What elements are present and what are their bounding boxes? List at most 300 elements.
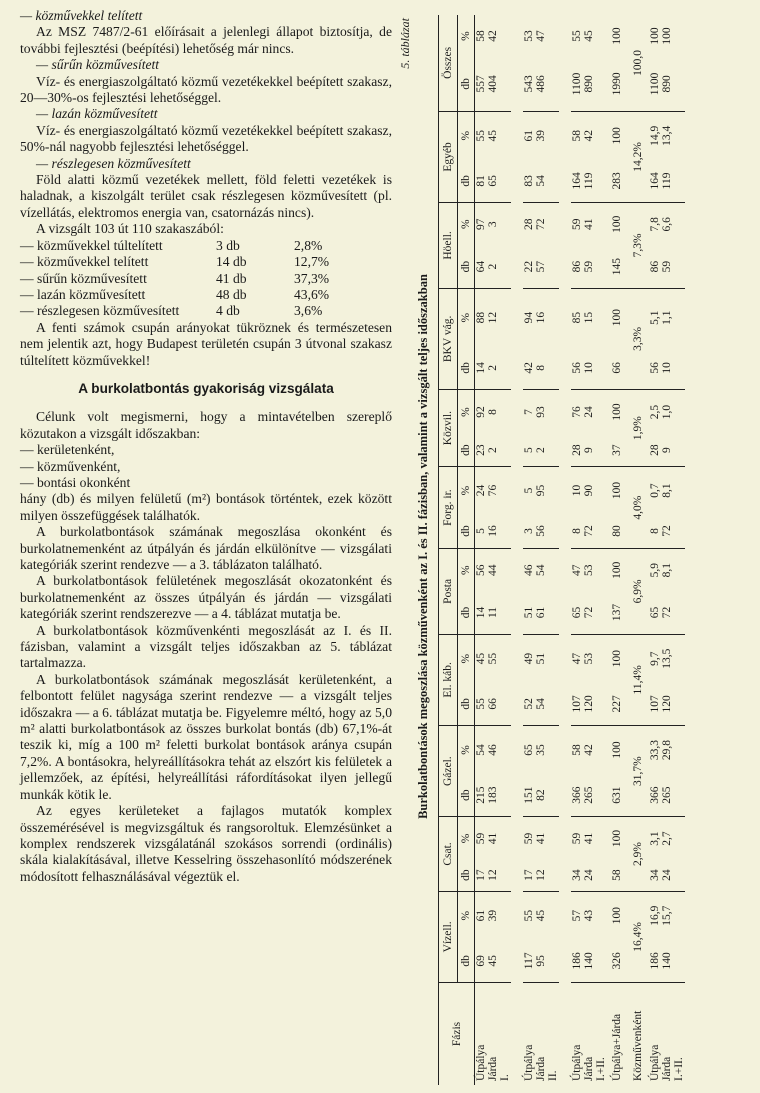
table-cell bbox=[499, 160, 511, 203]
table-cell bbox=[595, 940, 607, 983]
table-cell bbox=[547, 245, 559, 288]
rotated-table-area bbox=[396, 0, 760, 1093]
table-cell: 72 bbox=[535, 218, 547, 230]
table-cell: 28 bbox=[523, 218, 535, 230]
paragraph: A burkolatbontások felületének megoszlását okozatonként és burkolatnemenként az összes útpályán és járdán — vizsgálati kategóriák szerint rendszerezve — a 4. táblázat mutatja be. bbox=[20, 573, 392, 622]
table-cell: 145 bbox=[607, 245, 627, 288]
table-row bbox=[661, 15, 673, 1085]
column-group-header: Csat. bbox=[439, 817, 458, 891]
table-cell bbox=[673, 860, 685, 892]
paragraph: hány (db) és milyen felületű (m²) bontások történtek, ezek között milyen összefüggések találhatók. bbox=[20, 491, 392, 523]
table-cell bbox=[673, 891, 685, 940]
phase-cell bbox=[511, 983, 523, 1086]
table-cell bbox=[547, 940, 559, 983]
stat-count: 41 db bbox=[216, 270, 247, 286]
table-cell bbox=[673, 245, 685, 288]
table-cell: 41 bbox=[535, 832, 547, 845]
table-cell: 9 bbox=[661, 434, 673, 467]
table-cell: 61 bbox=[535, 591, 547, 634]
table-cell: 72 bbox=[583, 591, 595, 634]
table-cell: 366 bbox=[571, 774, 583, 817]
table-cell: 2 bbox=[487, 347, 499, 390]
paragraph: Föld alatti közmű vezetékek mellett, föld feletti vezetékek is haladnak, a kiszolgált terület csak részlegesen közművesített (pl. vízellátás, elektromos energia van, csatornázás nincs). bbox=[20, 172, 392, 220]
rotated-table bbox=[396, 0, 760, 1093]
table-cell: 24 bbox=[475, 484, 487, 497]
table-cell: 2 bbox=[535, 434, 547, 467]
table-row bbox=[673, 15, 685, 1085]
table-cell bbox=[595, 514, 607, 549]
table-cell: 59 bbox=[523, 832, 535, 845]
column-header-percent: % bbox=[458, 891, 475, 940]
table-cell: 5,9 bbox=[649, 563, 661, 578]
paragraph: A burkolatbontások közművenkénti megoszlását az I. és II. fázisban, valamint a vizsgált teljes időszakban az 5. táblázat tartalmazza. bbox=[20, 622, 392, 671]
table-cell: 100 bbox=[611, 907, 623, 925]
table-cell bbox=[673, 390, 685, 435]
table-cell: 2,5 bbox=[649, 404, 661, 420]
table-row bbox=[511, 15, 523, 1085]
table-cell: 55 bbox=[475, 683, 488, 726]
table-cell: 10 bbox=[571, 484, 583, 497]
table-cell: 43 bbox=[583, 909, 595, 922]
table-cell: 100 bbox=[661, 27, 673, 45]
table-cell: 631 bbox=[607, 774, 627, 817]
stat-label: — lazán közművesített bbox=[20, 286, 146, 302]
table-cell: 0,7 bbox=[649, 483, 661, 498]
table-row bbox=[475, 15, 488, 1085]
table-cell bbox=[547, 860, 559, 892]
table-cell: 47 bbox=[571, 564, 583, 576]
paragraph: Célunk volt megismerni, hogy a mintavételben szereplő közutakon a vizsgált időszakban: bbox=[20, 409, 392, 441]
table-cell: 164 bbox=[649, 160, 661, 203]
table-body bbox=[475, 15, 686, 1085]
table-row bbox=[487, 15, 499, 1085]
table-cell: 12 bbox=[535, 860, 547, 892]
table-row bbox=[583, 15, 595, 1085]
table-row bbox=[535, 15, 547, 1085]
table-cell: 58 bbox=[571, 130, 583, 142]
table-cell: 23 bbox=[475, 434, 488, 467]
table-cell: 41 bbox=[487, 832, 499, 845]
table-cell: 65 bbox=[523, 744, 535, 756]
table-cell: 86 bbox=[649, 245, 661, 288]
table-cell bbox=[547, 111, 559, 160]
table-cell: 8 bbox=[535, 347, 547, 390]
table-cell: 6,9% bbox=[627, 549, 649, 635]
group-header-row bbox=[439, 15, 458, 1085]
table-cell: 17 bbox=[475, 860, 488, 892]
table-cell bbox=[673, 347, 685, 390]
table-number: 5. táblázat bbox=[398, 18, 412, 69]
column-group-header: Vízell. bbox=[439, 891, 458, 982]
table-cell bbox=[595, 160, 607, 203]
table-cell: 59 bbox=[571, 832, 583, 845]
table-cell: 54 bbox=[535, 564, 547, 576]
table-cell bbox=[547, 591, 559, 634]
column-header-percent: % bbox=[458, 549, 475, 592]
table-cell bbox=[595, 891, 607, 940]
table-cell: 90 bbox=[583, 484, 595, 497]
table-cell bbox=[499, 683, 511, 726]
column-group-header: Forg. ir. bbox=[439, 467, 458, 549]
column-group-header: Posta bbox=[439, 549, 458, 635]
table-cell: 186 bbox=[571, 940, 583, 983]
table-cell: 16,9 bbox=[649, 905, 661, 926]
table-cell: 1100 bbox=[649, 57, 661, 111]
table-cell: 55 bbox=[475, 130, 487, 142]
table-row bbox=[595, 15, 607, 1085]
column-header-db: db bbox=[458, 940, 475, 983]
table-cell bbox=[499, 288, 511, 346]
table-cell: 7,3% bbox=[627, 203, 649, 289]
table-cell: 57 bbox=[535, 245, 547, 288]
column-group-header: El. káb. bbox=[439, 634, 458, 725]
table-cell bbox=[547, 683, 559, 726]
column-header-db: db bbox=[458, 347, 475, 390]
paragraph: Víz- és energiaszolgáltató közmű vezetékekkel beépített szakasz, 50%-nál nagyobb fejlesztési lehetőséggel. bbox=[20, 122, 392, 155]
table-cell: 59 bbox=[475, 832, 487, 845]
phase-cell: I.+II. bbox=[595, 1057, 607, 1081]
table-cell: 59 bbox=[583, 245, 595, 288]
phase-cell: I.+II. bbox=[673, 1057, 685, 1081]
list-item: — kerületenként, bbox=[20, 442, 115, 458]
table-cell bbox=[673, 817, 685, 860]
table-cell: 11,4% bbox=[627, 634, 649, 725]
table-cell: 5,1 bbox=[649, 310, 661, 325]
phase-cell: II. bbox=[547, 1070, 559, 1081]
table-cell bbox=[673, 203, 685, 246]
table-cell: 49 bbox=[523, 652, 535, 665]
table-cell bbox=[595, 15, 607, 57]
table-cell bbox=[547, 57, 559, 111]
table-cell bbox=[595, 288, 607, 346]
table-cell: 137 bbox=[607, 591, 627, 634]
stat-count: 3 db bbox=[216, 237, 240, 253]
table-cell bbox=[547, 634, 559, 683]
term-label: — sűrűn közművesített bbox=[36, 57, 160, 73]
table-cell: 2,9% bbox=[627, 817, 649, 891]
table-cell: 22 bbox=[523, 245, 535, 288]
table-cell: 66 bbox=[487, 683, 499, 726]
table-cell: 183 bbox=[487, 774, 499, 817]
column-group-header: BKV vág. bbox=[439, 288, 458, 389]
table-cell: 557 bbox=[475, 57, 488, 111]
table-cell: 16 bbox=[535, 311, 547, 324]
table-cell: 41 bbox=[583, 832, 595, 845]
column-header-percent: % bbox=[458, 15, 475, 57]
table-cell bbox=[499, 514, 511, 549]
stat-count: 48 db bbox=[216, 286, 247, 302]
table-cell bbox=[547, 434, 559, 467]
table-cell: 151 bbox=[523, 774, 535, 817]
table-cell: 61 bbox=[523, 130, 535, 142]
table-cell: 14 bbox=[475, 591, 488, 634]
table-cell bbox=[499, 591, 511, 634]
phase-cell: Útpálya bbox=[571, 1044, 583, 1081]
stat-label: — részlegesen közművesített bbox=[20, 303, 180, 319]
data-table bbox=[438, 15, 685, 1085]
definition-term bbox=[20, 57, 392, 73]
table-cell bbox=[595, 860, 607, 892]
table-cell: 47 bbox=[535, 30, 547, 42]
table-cell bbox=[595, 390, 607, 435]
table-cell bbox=[547, 347, 559, 390]
table-cell: 100,0 bbox=[627, 15, 649, 111]
table-cell: 100 bbox=[611, 127, 623, 145]
definition-term bbox=[20, 8, 392, 24]
table-cell: 69 bbox=[475, 940, 488, 983]
table-cell: 8 bbox=[487, 409, 499, 415]
stat-label: — sűrűn közművesített bbox=[20, 270, 147, 286]
table-cell: 55 bbox=[487, 652, 499, 665]
table-cell: 6,6 bbox=[661, 217, 673, 232]
table-cell: 1990 bbox=[607, 57, 627, 111]
phase-cell bbox=[559, 983, 571, 1086]
table-cell bbox=[499, 111, 511, 160]
table-cell bbox=[547, 288, 559, 346]
table-cell: 7 bbox=[523, 409, 535, 415]
table-cell bbox=[499, 817, 511, 860]
table-cell bbox=[499, 203, 511, 246]
table-cell: 83 bbox=[523, 160, 535, 203]
column-header-percent: % bbox=[458, 726, 475, 775]
table-cell: 56 bbox=[571, 347, 583, 390]
table-cell: 100 bbox=[611, 309, 623, 327]
table-cell: 3 bbox=[523, 514, 535, 549]
table-cell: 34 bbox=[649, 860, 661, 892]
term-label: — lazán közművesített bbox=[36, 106, 158, 122]
table-cell: 14,2% bbox=[627, 111, 649, 202]
table-cell: 28 bbox=[571, 434, 583, 467]
table-cell: 29,8 bbox=[661, 739, 673, 761]
table-cell bbox=[595, 726, 607, 775]
column-group-header: Közvil. bbox=[439, 390, 458, 467]
table-row bbox=[547, 15, 559, 1085]
table-cell: 31,7% bbox=[627, 726, 649, 817]
table-cell bbox=[673, 634, 685, 683]
table-cell bbox=[595, 245, 607, 288]
table-cell: 186 bbox=[649, 940, 661, 983]
table-cell: 9,7 bbox=[649, 651, 661, 666]
table-cell: 107 bbox=[649, 683, 661, 726]
table-cell: 56 bbox=[649, 347, 661, 390]
table-cell: 164 bbox=[571, 160, 583, 203]
table-row bbox=[571, 15, 583, 1085]
column-group-header: Egyéb bbox=[439, 111, 458, 202]
table-cell: 140 bbox=[583, 940, 595, 983]
table-cell bbox=[595, 683, 607, 726]
table-cell bbox=[499, 549, 511, 592]
table-cell: 227 bbox=[607, 683, 627, 726]
table-cell: 81 bbox=[475, 160, 488, 203]
table-cell: 13,5 bbox=[661, 648, 673, 669]
table-cell: 57 bbox=[571, 909, 583, 922]
table-cell bbox=[547, 390, 559, 435]
paragraph: A burkolatbontások számának megoszlása okonként és burkolatnemenként az útpályán és járdán elkülönítve — vizsgálati kategóriák szerint rendezve — a 3. táblázaton található. bbox=[20, 524, 392, 572]
table-cell bbox=[673, 940, 685, 983]
table-cell: 58 bbox=[607, 860, 627, 892]
table-cell bbox=[595, 549, 607, 592]
table-cell: 100 bbox=[611, 481, 623, 500]
column-header-db: db bbox=[458, 591, 475, 634]
table-cell bbox=[499, 15, 511, 57]
table-row bbox=[649, 15, 661, 1085]
table-cell bbox=[595, 774, 607, 817]
stat-count: 4 db bbox=[216, 303, 240, 319]
table-cell bbox=[673, 111, 685, 160]
table-cell: 42 bbox=[583, 744, 595, 756]
text-column bbox=[20, 8, 392, 885]
list-item bbox=[20, 287, 392, 303]
table-cell bbox=[499, 726, 511, 775]
table-cell: 100 bbox=[611, 215, 623, 233]
table-cell bbox=[673, 726, 685, 775]
table-cell: 2 bbox=[487, 245, 499, 288]
table-cell bbox=[673, 591, 685, 634]
stat-percent: 43,6% bbox=[294, 286, 330, 302]
table-cell: 265 bbox=[661, 774, 673, 817]
table-cell bbox=[673, 160, 685, 203]
table-cell: 56 bbox=[475, 564, 487, 576]
table-cell: 88 bbox=[475, 311, 487, 324]
table-cell: 61 bbox=[475, 909, 487, 922]
table-cell bbox=[673, 549, 685, 592]
table-cell: 80 bbox=[607, 514, 627, 549]
table-cell: 1100 bbox=[571, 57, 583, 111]
table-cell: 41 bbox=[583, 218, 595, 230]
table-cell: 1,1 bbox=[661, 310, 673, 325]
definition-term bbox=[20, 106, 392, 122]
table-cell: 56 bbox=[535, 514, 547, 549]
column-header-db: db bbox=[458, 774, 475, 817]
table-cell: 117 bbox=[523, 940, 535, 983]
table-cell: 5 bbox=[523, 487, 535, 494]
phase-column-header: Fázis bbox=[439, 983, 475, 1086]
table-cell: 95 bbox=[535, 940, 547, 983]
table-cell: 72 bbox=[661, 514, 673, 549]
column-header-db: db bbox=[458, 245, 475, 288]
table-cell bbox=[547, 15, 559, 57]
table-cell bbox=[547, 203, 559, 246]
table-cell: 76 bbox=[487, 484, 499, 497]
table-cell: 11 bbox=[487, 591, 499, 634]
table-cell: 100 bbox=[611, 561, 623, 579]
table-cell: 3 bbox=[487, 221, 499, 228]
table-cell: 59 bbox=[661, 245, 673, 288]
table-cell: 1,9% bbox=[627, 390, 649, 467]
table-cell: 58 bbox=[571, 744, 583, 756]
table-cell: 13,4 bbox=[661, 125, 673, 146]
stat-label: — közművekkel túltelített bbox=[20, 237, 163, 253]
table-cell bbox=[673, 434, 685, 467]
table-cell: 326 bbox=[607, 940, 627, 983]
table-cell: 9 bbox=[583, 434, 595, 467]
term-label: — részlegesen közművesített bbox=[36, 155, 191, 171]
definition-term bbox=[20, 156, 392, 172]
table-cell: 366 bbox=[649, 774, 661, 817]
table-cell bbox=[547, 817, 559, 860]
section-heading: A burkolatbontás gyakoriság vizsgálata bbox=[78, 380, 334, 396]
list-item bbox=[20, 238, 392, 254]
table-cell: 283 bbox=[607, 160, 627, 203]
table-cell: 24 bbox=[583, 860, 595, 892]
stat-count: 14 db bbox=[216, 254, 247, 270]
table-cell: 58 bbox=[475, 30, 487, 42]
table-cell: 64 bbox=[475, 245, 488, 288]
table-cell: 94 bbox=[523, 311, 535, 324]
column-header-percent: % bbox=[458, 390, 475, 435]
table-cell: 82 bbox=[535, 774, 547, 817]
table-cell: 95 bbox=[535, 484, 547, 497]
table-cell: 42 bbox=[487, 30, 499, 42]
table-cell: 53 bbox=[523, 30, 535, 42]
table-cell bbox=[673, 467, 685, 514]
table-cell: 34 bbox=[571, 860, 583, 892]
table-cell: 33,3 bbox=[649, 739, 661, 761]
table-cell: 8 bbox=[571, 514, 583, 549]
column-group-header: Höell. bbox=[439, 203, 458, 289]
table-cell: 100 bbox=[611, 829, 623, 848]
table-cell: 65 bbox=[571, 591, 583, 634]
list-item: — közművenként, bbox=[20, 458, 121, 474]
table-row bbox=[607, 15, 627, 1085]
column-header-percent: % bbox=[458, 288, 475, 346]
table-cell: 24 bbox=[661, 860, 673, 892]
table-cell: 543 bbox=[523, 57, 535, 111]
table-cell: 24 bbox=[583, 406, 595, 418]
table-cell: 42 bbox=[523, 347, 535, 390]
table-cell: 44 bbox=[487, 564, 499, 576]
table-caption: Burkolatbontások megoszlása közművenként az I. és II. fázisban, valamint a vizsgált teljes időszakban bbox=[416, 274, 430, 819]
phase-cell: Járda bbox=[487, 1056, 499, 1081]
term-label: — közművekkel telített bbox=[20, 8, 143, 23]
table-cell: 46 bbox=[487, 744, 499, 756]
row-spacer bbox=[559, 15, 571, 983]
table-cell: 10 bbox=[583, 347, 595, 390]
table-cell: 46 bbox=[523, 564, 535, 576]
table-cell: 53 bbox=[583, 652, 595, 665]
table-cell: 215 bbox=[475, 774, 488, 817]
table-cell bbox=[547, 549, 559, 592]
table-cell bbox=[673, 774, 685, 817]
table-cell: 120 bbox=[661, 683, 673, 726]
paragraph: A vizsgált 103 út 110 szakaszából: bbox=[36, 221, 224, 237]
table-cell: 45 bbox=[583, 30, 595, 42]
table-cell bbox=[499, 434, 511, 467]
paragraph: Az egyes kerületeket a fajlagos mutatók komplex összemérésével is megvizsgáltuk és rangsoroltuk. Elemzésünket a komplex rendszerek vizsgálatánál szokásos sorrendi (ordinális) skála kialakításával, illetve Kesselring összehasonlító módszerének módosított felhasználásával végeztük el. bbox=[20, 803, 392, 884]
table-cell bbox=[595, 434, 607, 467]
column-header-percent: % bbox=[458, 111, 475, 160]
table-cell bbox=[673, 683, 685, 726]
table-cell bbox=[547, 160, 559, 203]
table-cell bbox=[595, 467, 607, 514]
stat-percent: 3,6% bbox=[294, 303, 323, 319]
table-cell: 12 bbox=[487, 311, 499, 324]
table-cell bbox=[499, 57, 511, 111]
table-cell: 2,7 bbox=[661, 831, 673, 846]
table-cell: 66 bbox=[607, 347, 627, 390]
table-cell: 45 bbox=[535, 909, 547, 922]
table-cell: 35 bbox=[535, 744, 547, 756]
phase-cell: Járda bbox=[583, 1056, 595, 1081]
table-cell: 119 bbox=[661, 160, 673, 203]
table-cell: 8,1 bbox=[661, 483, 673, 498]
table-cell: 8 bbox=[649, 514, 661, 549]
table-cell: 65 bbox=[487, 160, 499, 203]
table-cell: 52 bbox=[523, 683, 535, 726]
table-cell: 86 bbox=[571, 245, 583, 288]
stat-percent: 37,3% bbox=[294, 270, 330, 286]
table-cell bbox=[499, 891, 511, 940]
